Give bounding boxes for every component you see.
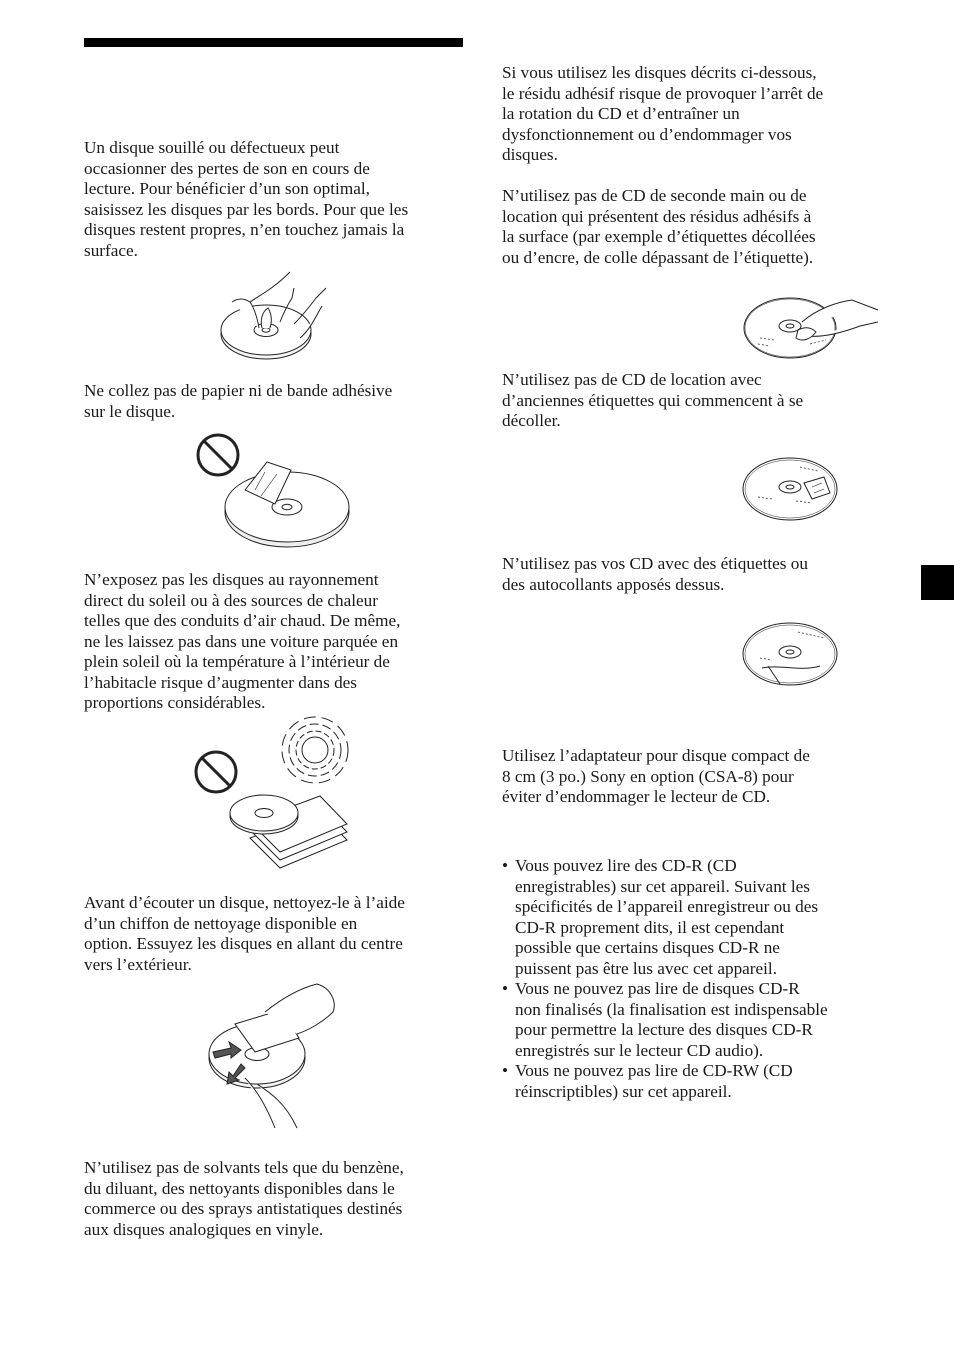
second-hand-cd-paragraph: N’utilisez pas de CD de seconde main ou de location qui présentent des résidus adhésifs à la surface (par exemple d’étiquettes décollées ou d’encre, de colle dépassant de l’étiquette). [502,186,816,267]
hand-holding-disc-icon [210,268,340,368]
chapter-tab-marker [921,565,954,600]
cdr-notes-list [502,856,887,1102]
cleaning-paragraph: Avant d’écouter un disque, nettoyez-le à l’aide d’un chiffon de nettoyage disponible en option. Essuyez les disques en allant du centre vers l’extérieur. [84,893,405,974]
rental-cd-paragraph: N’utilisez pas de CD de location avec d’anciennes étiquettes qui commencent à se décoller. [502,370,804,430]
disc-peeling-label-icon [740,455,840,523]
no-solvents-paragraph: N’utilisez pas de solvants tels que du benzène, du diluant, des nettoyants disponibles dans le commerce ou des sprays antistatiques destinés aux disques analogiques en vinyle. [84,1158,404,1239]
list-item: • Vous pouvez lire des CD-R (CD enregistrables) sur cet appareil. Suivant les spécificités de l’appareil enregistreur ou des CD-R proprement dits, il est cependant possible que certains disques CD-R ne puissent pas être lus avec cet appareil. [502,856,887,979]
disc-adhesive-residue-icon [740,292,882,362]
no-sun-heat-paragraph: N’exposez pas les disques au rayonnement direct du soleil ou à des sources de chaleur telles que des conduits d’air chaud. De même, ne les laissez pas dans une voiture parquée en plein soleil où la température à l’intérieur de l’habitacle risque d’augmenter dans des proportions considérables. [84,570,401,712]
list-item: • Vous ne pouvez pas lire de disques CD-R non finalisés (la finalisation est indispensable pour permettre la lecture des disques CD-R enregistrés sur le lecteur CD audio). [502,979,887,1061]
disc-sticker-icon [740,620,840,688]
cleaning-disc-icon [205,982,340,1132]
section-header-bar [84,38,463,47]
list-item: • Vous ne pouvez pas lire de CD-RW (CD réinscriptibles) sur cet appareil. [502,1061,887,1102]
no-sunlight-heat-icon [192,720,362,880]
adhesive-warning-paragraph: Si vous utilisez les disques décrits ci-dessous, le résidu adhésif risque de provoquer l’arrêt de la rotation du CD et d’entraîner un dysfonctionnement ou d’endommager vos disques. [502,63,824,164]
no-tape-on-disc-icon [195,432,355,557]
adapter-paragraph: Utilisez l’adaptateur pour disque compact de 8 cm (3 po.) Sony en option (CSA-8) pour éviter d’endommager le lecteur de CD. [502,746,810,806]
handling-paragraph: Un disque souillé ou défectueux peut occasionner des pertes de son en cours de lecture. Pour bénéficier d’un son optimal, saisissez les disques par les bords. Pour que les disques restent propres, n’en touchez jamais la surface. [84,138,409,260]
no-tape-paragraph: Ne collez pas de papier ni de bande adhésive sur le disque. [84,381,393,421]
sticker-cd-paragraph: N’utilisez pas vos CD avec des étiquettes ou des autocollants apposés dessus. [502,554,808,594]
